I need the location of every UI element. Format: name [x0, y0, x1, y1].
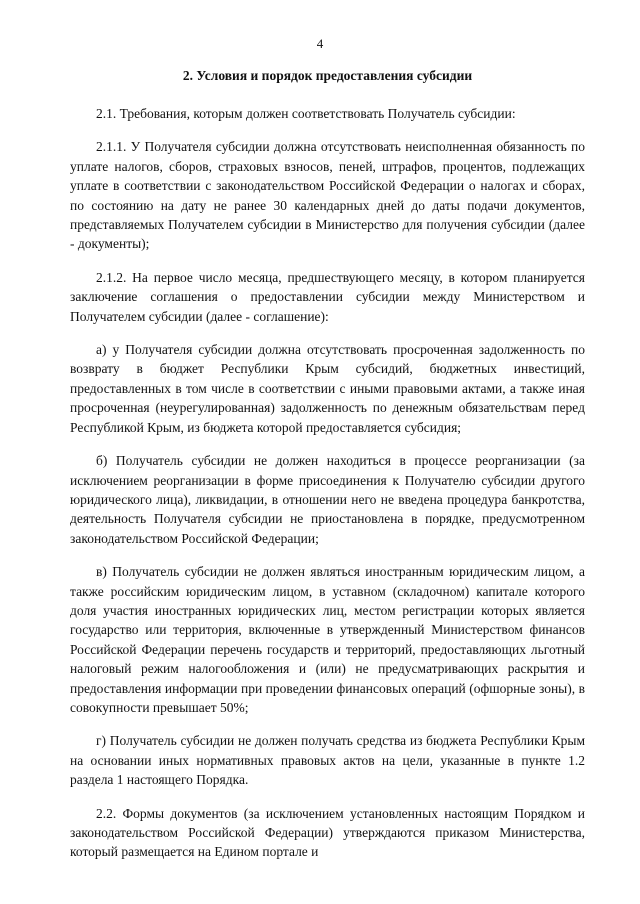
- subparagraph-v: в) Получатель субсидии не должен являться иностранным юридическим лицом, а также российским юридическим лицом, в уставном (складочном) капитале которого доля участия иностранных юридических лиц, местом регистрации которых является государство или территория, включенные в утвержденный Министерством финансов Российской Федерации перечень государств и территорий, предоставляющих льготный налоговый режим налогообложения и (или) не предусматривающих раскрытия и предоставления информации при проведении финансовых операций (офшорные зоны), в совокупности превышает 50%;: [70, 564, 585, 715]
- subparagraph-g: г) Получатель субсидии не должен получать средства из бюджета Республики Крым на основании иных нормативных правовых актов на цели, указанные в пункте 1.2 раздела 1 настоящего Порядка.: [70, 733, 585, 788]
- paragraph-2-1-1: 2.1.1. У Получателя субсидии должна отсутствовать неисполненная обязанность по уплате налогов, сборов, страховых взносов, пеней, штрафов, процентов, подлежащих уплате в соответствии с законодательством Российской Федерации о налогах и сборах, по состоянию на дату не ранее 30 календарных дней до даты подачи документов, представляемых Получателем субсидии в Министерство для получения субсидии (далее - документы);: [70, 139, 585, 252]
- document-body: [70, 104, 585, 876]
- paragraph-2-2: 2.2. Формы документов (за исключением установленных настоящим Порядком и законодательством Российской Федерации) утверждаются приказом Министерства, который размещается на Едином портале и: [70, 805, 585, 860]
- section-heading: 2. Условия и порядок предоставления субсидии: [182, 68, 473, 83]
- page-number: 4: [316, 36, 324, 51]
- subparagraph-a: а) у Получателя субсидии должна отсутствовать просроченная задолженность по возврату в бюджет Республики Крым субсидий, бюджетных инвестиций, предоставленных в том числе в соответствии с иными правовыми актами, а также иная просроченная (неурегулированная) задолженность по денежным обязательствам перед Республикой Крым, из бюджета которой предоставляется субсидия;: [70, 342, 585, 435]
- paragraph-2-1: 2.1. Требования, которым должен соответствовать Получатель субсидии:: [96, 106, 516, 121]
- paragraph-2-1-2: 2.1.2. На первое число месяца, предшествующего месяцу, в котором планируется заключение соглашения о предоставлении субсидии между Министерством и Получателем субсидии (далее - соглашение):: [70, 269, 585, 324]
- subparagraph-b: б) Получатель субсидии не должен находиться в процессе реорганизации (за исключением реорганизации в форме присоединения к Получателю субсидии другого юридического лица), ликвидации, в отношении него не введена процедура банкротства, деятельность Получателя субсидии не приостановлена в порядке, предусмотренном законодательством Российской Федерации;: [70, 453, 585, 546]
